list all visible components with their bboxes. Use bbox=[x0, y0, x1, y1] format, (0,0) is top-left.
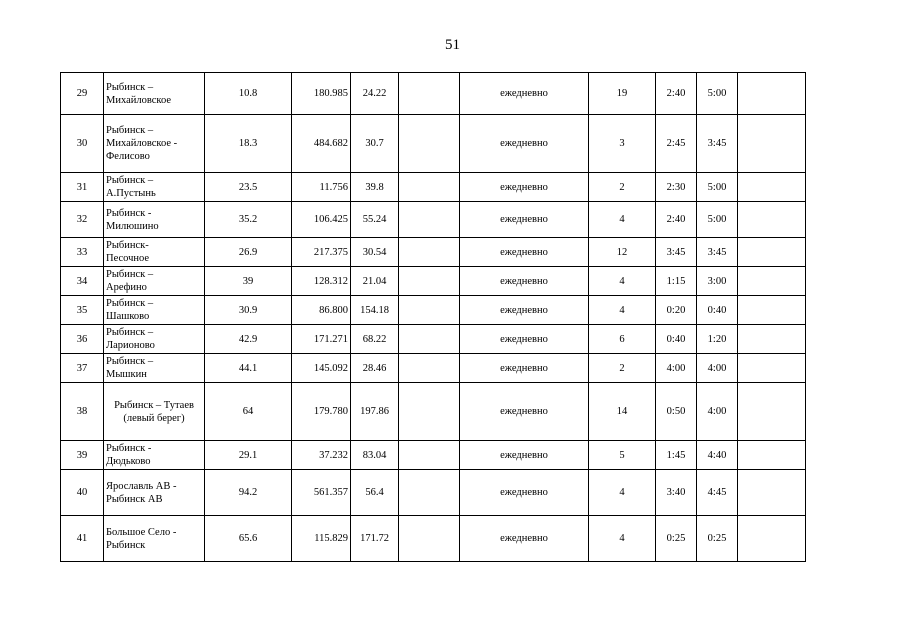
trips-count-cell: 4 bbox=[589, 516, 656, 562]
time-2-cell: 5:00 bbox=[697, 73, 738, 115]
table-row bbox=[61, 325, 806, 354]
distance-cell: 18.3 bbox=[205, 115, 292, 173]
route-name-line: А.Пустынь bbox=[106, 188, 156, 199]
route-number-cell: 30 bbox=[61, 115, 104, 173]
time-1-cell: 2:45 bbox=[656, 115, 697, 173]
empty-cell bbox=[399, 238, 460, 267]
route-name-line: Рыбинск – Тутаев bbox=[114, 399, 194, 411]
time-1-cell: 1:15 bbox=[656, 267, 697, 296]
value-b-cell: 39.8 bbox=[351, 173, 399, 202]
time-1-cell: 0:40 bbox=[656, 325, 697, 354]
table-row bbox=[61, 173, 806, 202]
value-b-cell: 56.4 bbox=[351, 470, 399, 516]
time-2-cell: 0:25 bbox=[697, 516, 738, 562]
trips-count-cell: 19 bbox=[589, 73, 656, 115]
value-b-cell: 55.24 bbox=[351, 202, 399, 238]
empty-cell bbox=[738, 354, 806, 383]
route-schedule-table bbox=[60, 72, 806, 562]
empty-cell bbox=[738, 202, 806, 238]
trips-count-cell: 4 bbox=[589, 470, 656, 516]
schedule-days-cell: ежедневно bbox=[460, 73, 589, 115]
route-name-line: Фелисово bbox=[106, 151, 150, 162]
distance-cell: 10.8 bbox=[205, 73, 292, 115]
value-b-cell: 30.7 bbox=[351, 115, 399, 173]
table-row bbox=[61, 441, 806, 470]
route-name-line: Рыбинск – bbox=[106, 327, 154, 338]
time-2-cell: 4:00 bbox=[697, 354, 738, 383]
route-number-cell: 35 bbox=[61, 296, 104, 325]
empty-cell bbox=[399, 383, 460, 441]
time-2-cell: 3:00 bbox=[697, 267, 738, 296]
route-number-cell: 40 bbox=[61, 470, 104, 516]
empty-cell bbox=[399, 202, 460, 238]
empty-cell bbox=[399, 325, 460, 354]
table-row bbox=[61, 267, 806, 296]
value-b-cell: 83.04 bbox=[351, 441, 399, 470]
value-a-cell: 484.682 bbox=[292, 115, 351, 173]
distance-cell: 26.9 bbox=[205, 238, 292, 267]
empty-cell bbox=[738, 238, 806, 267]
value-a-cell: 179.780 bbox=[292, 383, 351, 441]
distance-cell: 35.2 bbox=[205, 202, 292, 238]
route-name-line: Рыбинск – bbox=[106, 81, 154, 93]
empty-cell bbox=[738, 73, 806, 115]
time-2-cell: 3:45 bbox=[697, 238, 738, 267]
time-1-cell: 0:50 bbox=[656, 383, 697, 441]
time-2-cell: 0:40 bbox=[697, 296, 738, 325]
value-a-cell: 171.271 bbox=[292, 325, 351, 354]
route-name-cell bbox=[104, 325, 205, 354]
route-name-cell bbox=[104, 115, 205, 173]
distance-cell: 65.6 bbox=[205, 516, 292, 562]
route-name-line: Рыбинск- bbox=[106, 240, 149, 251]
value-a-cell: 217.375 bbox=[292, 238, 351, 267]
route-number-cell: 31 bbox=[61, 173, 104, 202]
value-b-cell: 154.18 bbox=[351, 296, 399, 325]
time-1-cell: 2:30 bbox=[656, 173, 697, 202]
empty-cell bbox=[738, 516, 806, 562]
schedule-days-cell: ежедневно bbox=[460, 354, 589, 383]
route-name-line: Михайловское bbox=[106, 94, 171, 106]
route-name-line: Мышкин bbox=[106, 369, 147, 380]
value-b-cell: 171.72 bbox=[351, 516, 399, 562]
value-a-cell: 128.312 bbox=[292, 267, 351, 296]
route-name-line: Арефино bbox=[106, 282, 147, 293]
empty-cell bbox=[399, 73, 460, 115]
route-name-line: Михайловское - bbox=[106, 138, 178, 149]
value-b-cell: 21.04 bbox=[351, 267, 399, 296]
empty-cell bbox=[399, 296, 460, 325]
route-name-line: Рыбинск bbox=[106, 539, 146, 551]
empty-cell bbox=[399, 354, 460, 383]
trips-count-cell: 3 bbox=[589, 115, 656, 173]
table-row bbox=[61, 383, 806, 441]
trips-count-cell: 2 bbox=[589, 173, 656, 202]
value-a-cell: 561.357 bbox=[292, 470, 351, 516]
time-2-cell: 5:00 bbox=[697, 173, 738, 202]
route-number-cell: 41 bbox=[61, 516, 104, 562]
empty-cell bbox=[738, 267, 806, 296]
route-name-cell bbox=[104, 470, 205, 516]
distance-cell: 29.1 bbox=[205, 441, 292, 470]
distance-cell: 64 bbox=[205, 383, 292, 441]
time-2-cell: 4:00 bbox=[697, 383, 738, 441]
route-name-line: Песочное bbox=[106, 253, 150, 264]
route-name-cell bbox=[104, 296, 205, 325]
value-b-cell: 68.22 bbox=[351, 325, 399, 354]
route-number-cell: 34 bbox=[61, 267, 104, 296]
route-name-line: Рыбинск – bbox=[106, 175, 154, 186]
table-row bbox=[61, 115, 806, 173]
schedule-days-cell: ежедневно bbox=[460, 267, 589, 296]
route-name-line: Ярославль АВ - bbox=[106, 480, 177, 492]
value-a-cell: 106.425 bbox=[292, 202, 351, 238]
value-a-cell: 145.092 bbox=[292, 354, 351, 383]
empty-cell bbox=[399, 267, 460, 296]
trips-count-cell: 12 bbox=[589, 238, 656, 267]
value-a-cell: 180.985 bbox=[292, 73, 351, 115]
table-row bbox=[61, 202, 806, 238]
schedule-days-cell: ежедневно bbox=[460, 516, 589, 562]
trips-count-cell: 2 bbox=[589, 354, 656, 383]
schedule-days-cell: ежедневно bbox=[460, 115, 589, 173]
value-b-cell: 24.22 bbox=[351, 73, 399, 115]
distance-cell: 30.9 bbox=[205, 296, 292, 325]
schedule-days-cell: ежедневно bbox=[460, 173, 589, 202]
empty-cell bbox=[738, 441, 806, 470]
time-1-cell: 2:40 bbox=[656, 73, 697, 115]
empty-cell bbox=[738, 325, 806, 354]
route-name-cell bbox=[104, 516, 205, 562]
distance-cell: 94.2 bbox=[205, 470, 292, 516]
time-2-cell: 4:40 bbox=[697, 441, 738, 470]
page-number: 51 bbox=[445, 37, 460, 53]
empty-cell bbox=[399, 115, 460, 173]
time-2-cell: 5:00 bbox=[697, 202, 738, 238]
time-1-cell: 2:40 bbox=[656, 202, 697, 238]
value-a-cell: 86.800 bbox=[292, 296, 351, 325]
table-row bbox=[61, 238, 806, 267]
schedule-days-cell: ежедневно bbox=[460, 202, 589, 238]
table-row bbox=[61, 470, 806, 516]
distance-cell: 23.5 bbox=[205, 173, 292, 202]
time-2-cell: 1:20 bbox=[697, 325, 738, 354]
route-name-line: Рыбинск – bbox=[106, 356, 154, 367]
trips-count-cell: 4 bbox=[589, 267, 656, 296]
route-name-cell bbox=[104, 267, 205, 296]
empty-cell bbox=[738, 470, 806, 516]
route-name-line: Милюшино bbox=[106, 220, 159, 232]
empty-cell bbox=[399, 173, 460, 202]
trips-count-cell: 4 bbox=[589, 296, 656, 325]
route-name-line: Ларионово bbox=[106, 340, 155, 351]
empty-cell bbox=[738, 383, 806, 441]
route-number-cell: 33 bbox=[61, 238, 104, 267]
route-number-cell: 29 bbox=[61, 73, 104, 115]
table-row bbox=[61, 354, 806, 383]
route-name-line: Рыбинск – bbox=[106, 298, 154, 309]
route-name-cell bbox=[104, 354, 205, 383]
route-name-cell bbox=[104, 238, 205, 267]
route-number-cell: 39 bbox=[61, 441, 104, 470]
route-name-line: Большое Село - bbox=[106, 526, 177, 538]
route-name-line: Рыбинск – bbox=[106, 125, 154, 136]
time-2-cell: 4:45 bbox=[697, 470, 738, 516]
value-a-cell: 115.829 bbox=[292, 516, 351, 562]
empty-cell bbox=[738, 115, 806, 173]
time-1-cell: 0:25 bbox=[656, 516, 697, 562]
route-number-cell: 38 bbox=[61, 383, 104, 441]
empty-cell bbox=[399, 516, 460, 562]
empty-cell bbox=[738, 173, 806, 202]
route-name-line: Рыбинск - bbox=[106, 443, 152, 454]
distance-cell: 39 bbox=[205, 267, 292, 296]
route-name-cell bbox=[104, 173, 205, 202]
schedule-days-cell: ежедневно bbox=[460, 325, 589, 354]
time-1-cell: 0:20 bbox=[656, 296, 697, 325]
route-name-cell bbox=[104, 441, 205, 470]
value-b-cell: 30.54 bbox=[351, 238, 399, 267]
schedule-days-cell: ежедневно bbox=[460, 238, 589, 267]
value-b-cell: 28.46 bbox=[351, 354, 399, 383]
empty-cell bbox=[399, 470, 460, 516]
schedule-days-cell: ежедневно bbox=[460, 383, 589, 441]
route-name-cell bbox=[104, 383, 205, 441]
time-1-cell: 1:45 bbox=[656, 441, 697, 470]
distance-cell: 44.1 bbox=[205, 354, 292, 383]
value-a-cell: 37.232 bbox=[292, 441, 351, 470]
empty-cell bbox=[399, 441, 460, 470]
route-name-cell bbox=[104, 202, 205, 238]
time-1-cell: 3:45 bbox=[656, 238, 697, 267]
schedule-days-cell: ежедневно bbox=[460, 470, 589, 516]
trips-count-cell: 4 bbox=[589, 202, 656, 238]
time-1-cell: 4:00 bbox=[656, 354, 697, 383]
time-2-cell: 3:45 bbox=[697, 115, 738, 173]
route-name-line: Рыбинск - bbox=[106, 207, 152, 219]
time-1-cell: 3:40 bbox=[656, 470, 697, 516]
route-name-line: Дюдьково bbox=[106, 456, 151, 467]
route-number-cell: 37 bbox=[61, 354, 104, 383]
trips-count-cell: 14 bbox=[589, 383, 656, 441]
route-name-line: Рыбинск – bbox=[106, 269, 154, 280]
route-name-line: Шашково bbox=[106, 311, 150, 322]
table-row bbox=[61, 516, 806, 562]
route-name-line: (левый берег) bbox=[123, 412, 185, 424]
route-number-cell: 36 bbox=[61, 325, 104, 354]
route-name-line: Рыбинск АВ bbox=[106, 493, 163, 505]
value-b-cell: 197.86 bbox=[351, 383, 399, 441]
schedule-days-cell: ежедневно bbox=[460, 296, 589, 325]
table-row bbox=[61, 73, 806, 115]
route-number-cell: 32 bbox=[61, 202, 104, 238]
empty-cell bbox=[738, 296, 806, 325]
value-a-cell: 11.756 bbox=[292, 173, 351, 202]
trips-count-cell: 5 bbox=[589, 441, 656, 470]
distance-cell: 42.9 bbox=[205, 325, 292, 354]
trips-count-cell: 6 bbox=[589, 325, 656, 354]
route-name-cell bbox=[104, 73, 205, 115]
schedule-days-cell: ежедневно bbox=[460, 441, 589, 470]
table-row bbox=[61, 296, 806, 325]
